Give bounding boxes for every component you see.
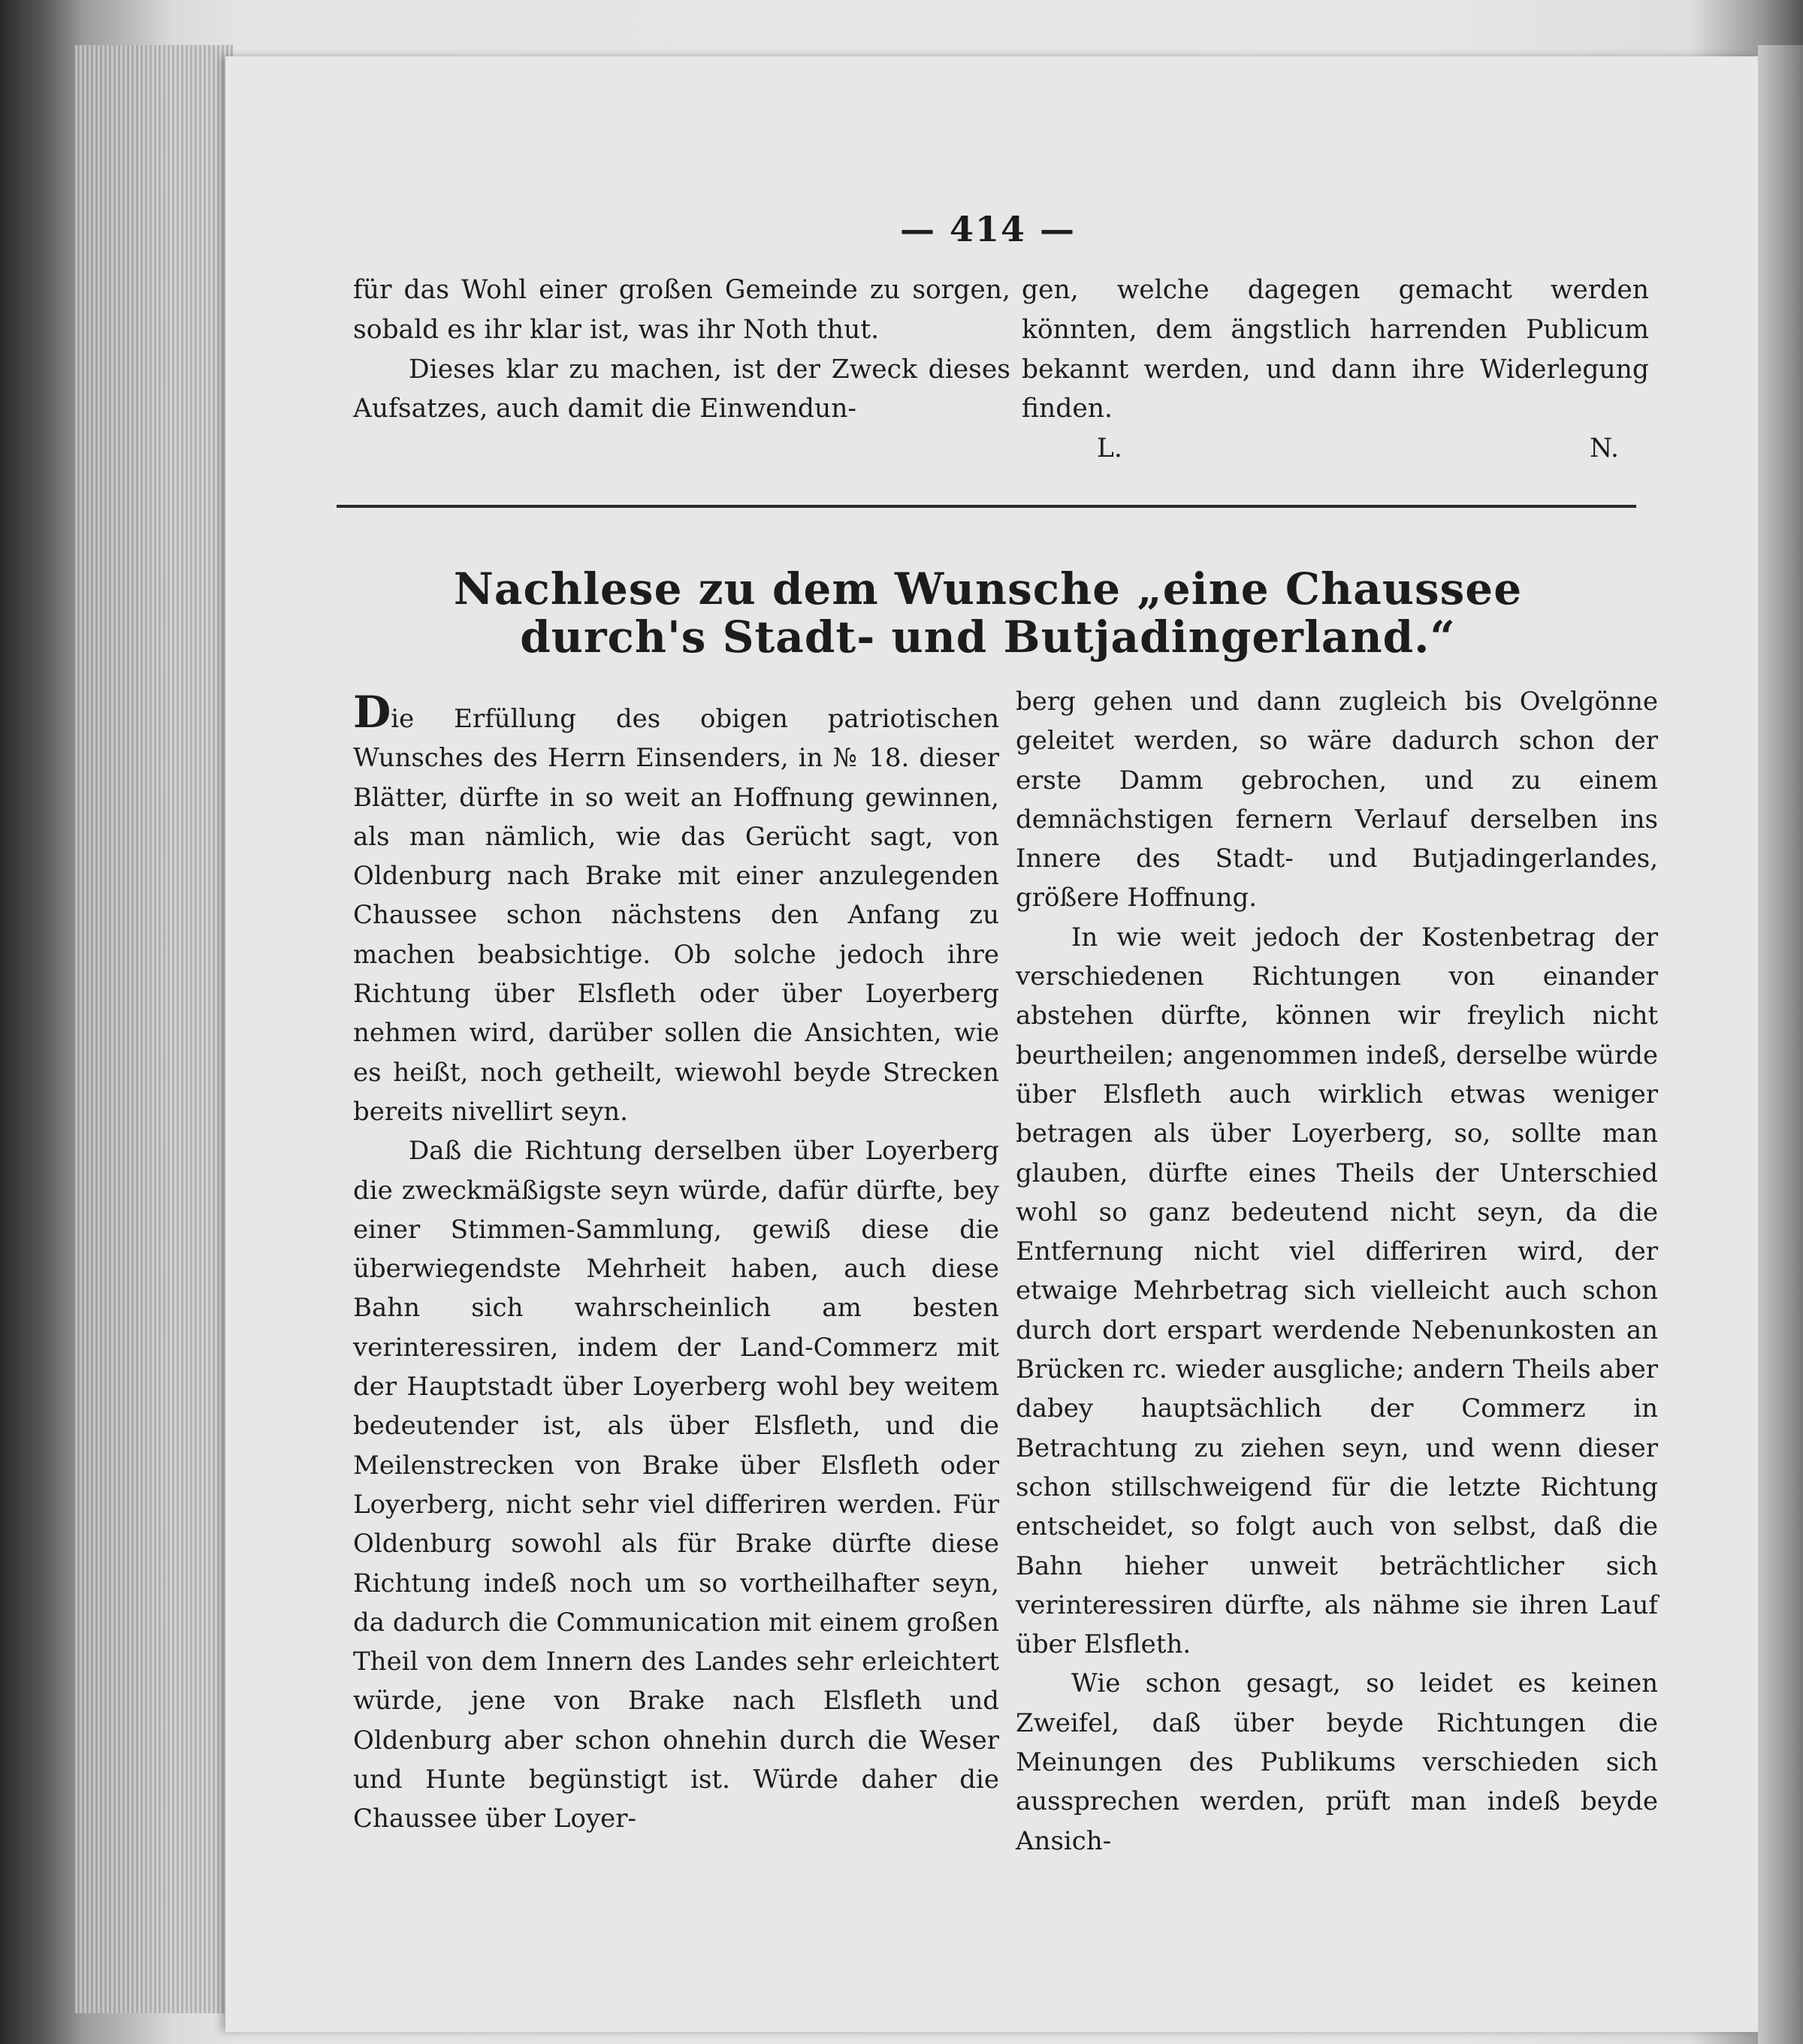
book-page-edges	[75, 45, 233, 2013]
drop-cap: D	[353, 687, 391, 738]
body-right-column	[1016, 682, 1658, 1861]
book-gutter-edge	[1758, 45, 1803, 2044]
signature-initial-left: L.	[1097, 433, 1122, 464]
body-left-column	[353, 687, 999, 1839]
paragraph: Daß die Richtung derselben über Loyerberg die zweckmäßigste seyn würde, dafür dürfte, bey einer Stimmen-Sammlung, gewiß diese die überwiegendste Mehrheit haben, auch diese Bahn sich wahrscheinlich am besten verinteressiren, indem der Land-Commerz mit der Hauptstadt über Loyerberg wohl bey weitem bedeutender ist, als über Elsfleth, und die Meilenstrecken von Brake über Elsfleth oder Loyerberg, nicht sehr viel differiren werden. Für Oldenburg sowohl als für Brake dürfte diese Richtung indeß noch um so vortheilhafter seyn, da dadurch die Communication mit einem großen Theil von dem Innern des Landes sehr erleichtert würde, jene von Brake nach Elsfleth und Oldenburg aber schon ohnehin durch die Weser und Hunte begünstigt ist. Würde daher die Chaussee über Loyer-	[353, 1136, 999, 1834]
paragraph: für das Wohl einer großen Gemeinde zu sorgen, sobald es ihr klar ist, was ihr Noth thut.	[353, 275, 1010, 345]
paragraph: berg gehen und dann zugleich bis Ovelgönne geleitet werden, so wäre dadurch schon der erste Damm gebrochen, und zu einem demnächstigen fernern Verlauf derselben ins Innere des Stadt- und Butjadingerlandes, größere Hoffnung.	[1016, 687, 1658, 913]
paragraph: Wie schon gesagt, so leidet es keinen Zweifel, daß über beyde Richtungen die Meinungen des Publikums verschieden sich aussprechen werden, prüft man indeß beyde Ansich-	[1016, 1668, 1658, 1856]
signature-initial-right: N.	[1590, 433, 1619, 464]
signature	[1022, 429, 1649, 469]
article-title: Nachlese zu dem Wunsche „eine Chaussee durch's Stadt- und Butjadingerland.“	[453, 563, 1523, 663]
paragraph-text: ie Erfüllung des obigen patriotischen Wunsches des Herrn Einsenders, in № 18. dieser Blätter, dürfte in so weit an Hoffnung gewinnen, als man nämlich, wie das Gerücht sagt, von Oldenburg nach Brake mit einer anzulegenden Chaussee schon nächstens den Anfang zu machen beabsichtige. Ob solche jedoch ihre Richtung über Elsfleth oder über Loyerberg nehmen wird, darüber sollen die Ansichten, wie es heißt, noch getheilt, wiewohl beyde Strecken bereits nivellirt seyn.	[353, 704, 999, 1127]
paragraph: In wie weit jedoch der Kostenbetrag der verschiedenen Richtungen von einander abstehen dürfte, können wir freylich nicht beurtheilen; angenommen indeß, derselbe würde über Elsfleth auch wirklich etwas weniger betragen als über Loyerberg, so, sollte man glauben, dürfte eines Theils der Unterschied wohl so ganz bedeutend nicht seyn, da die Entfernung nicht viel differiren wird, der etwaige Mehrbetrag sich vielleicht auch schon durch dort erspart werdende Nebenunkosten an Brücken rc. wieder ausgliche; andern Theils aber dabey hauptsächlich der Commerz in Betrachtung zu ziehen seyn, und wenn dieser schon stillschweigend für die letzte Richtung entscheidet, so folgt auch von selbst, daß die Bahn hieher unweit beträchtlicher sich verinteressiren dürfte, als nähme sie ihren Lauf über Elsfleth.	[1016, 922, 1658, 1660]
top-left-column	[353, 270, 1010, 429]
paragraph	[353, 687, 999, 1131]
paragraph: gen, welche dagegen gemacht werden könnten, dem ängstlich harrenden Publicum bekannt werden, und dann ihre Widerlegung finden.	[1022, 275, 1649, 424]
page-number: — 414 —	[899, 209, 1077, 249]
paragraph: Dieses klar zu machen, ist der Zweck dieses Aufsatzes, auch damit die Einwendun-	[353, 354, 1010, 424]
top-right-column	[1010, 270, 1649, 469]
section-divider	[337, 505, 1636, 508]
